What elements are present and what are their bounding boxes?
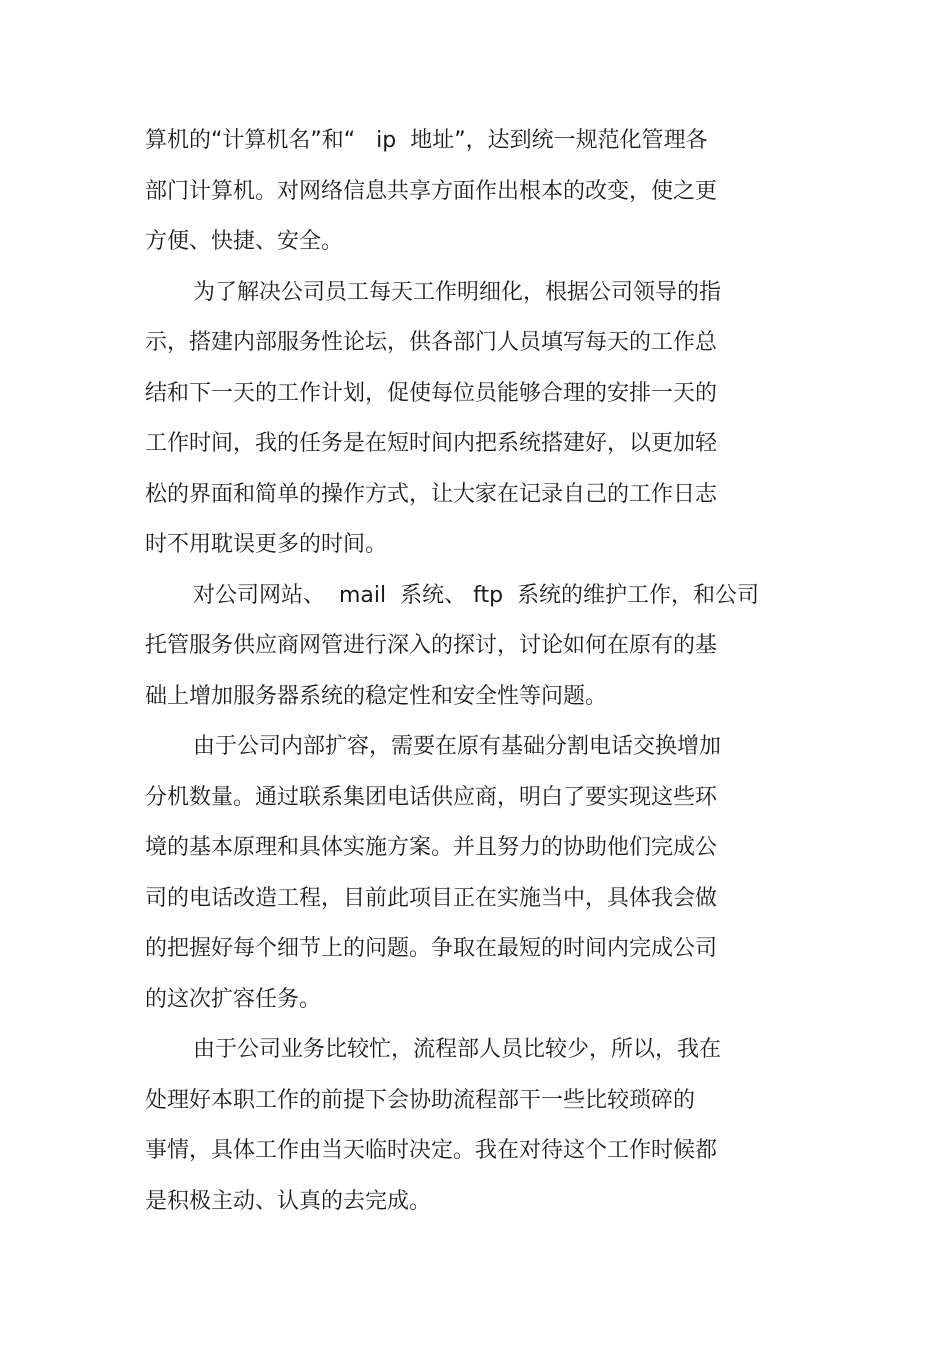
text-line: 部门计算机。对网络信息共享方面作出根本的改变，使之更 [145, 178, 718, 204]
text-line: 境的基本原理和具体实施方案。并且努力的协助他们完成公 [145, 835, 718, 860]
text-line: 工作时间，我的任务是在短时间内把系统搭建好，以更加轻 [145, 431, 718, 456]
text-line: 结和下一天的工作计划，促使每位员能够合理的安排一天的 [145, 380, 718, 406]
text-line: 由于公司业务比较忙，流程部人员比较少，所以，我在 [193, 1037, 722, 1062]
text-line: 是积极主动、认真的去完成。 [145, 1188, 432, 1214]
text-line: 为了解决公司员工每天工作明细化，根据公司领导的指 [193, 279, 722, 305]
text-line: 由于公司内部扩容，需要在原有基础分割电话交换增加 [193, 734, 722, 759]
text-line: 的这次扩容任务。 [145, 986, 322, 1012]
text-line: 分机数量。通过联系集团电话供应商，明白了要实现这些环 [145, 784, 718, 810]
paragraph-forum [145, 268, 795, 571]
text-line: 处理好本职工作的前提下会协助流程部干一些比较琐碎的 [145, 1087, 696, 1113]
document-body [145, 116, 795, 1227]
text-line: 对公司网站、 mail 系统、 ftp 系统的维护工作，和公司 [193, 582, 760, 608]
paragraph-continued [145, 116, 795, 268]
paragraph-phone-expansion [145, 722, 795, 1025]
text-line: 的把握好每个细节上的问题。争取在最短的时间内完成公司 [145, 936, 718, 961]
text-line: 础上增加服务器系统的稳定性和安全性等问题。 [145, 683, 608, 709]
paragraph-website-maintenance [145, 571, 795, 723]
text-line: 方便、快捷、安全。 [145, 229, 344, 254]
text-line: 示，搭建内部服务性论坛，供各部门人员填写每天的工作总 [145, 330, 718, 355]
text-line: 算机的“计算机名”和“ ip 地址”，达到统一规范化管理各 [145, 128, 708, 153]
paragraph-process-department [145, 1025, 795, 1227]
text-line: 托管服务供应商网管进行深入的探讨，讨论如何在原有的基 [145, 633, 718, 658]
text-line: 事情，具体工作由当天临时决定。我在对待这个工作时候都 [145, 1138, 718, 1163]
text-line: 时不用耽误更多的时间。 [145, 532, 388, 557]
text-line: 司的电话改造工程，目前此项目正在实施当中，具体我会做 [145, 885, 718, 911]
text-line: 松的界面和简单的操作方式，让大家在记录自己的工作日志 [145, 481, 718, 507]
